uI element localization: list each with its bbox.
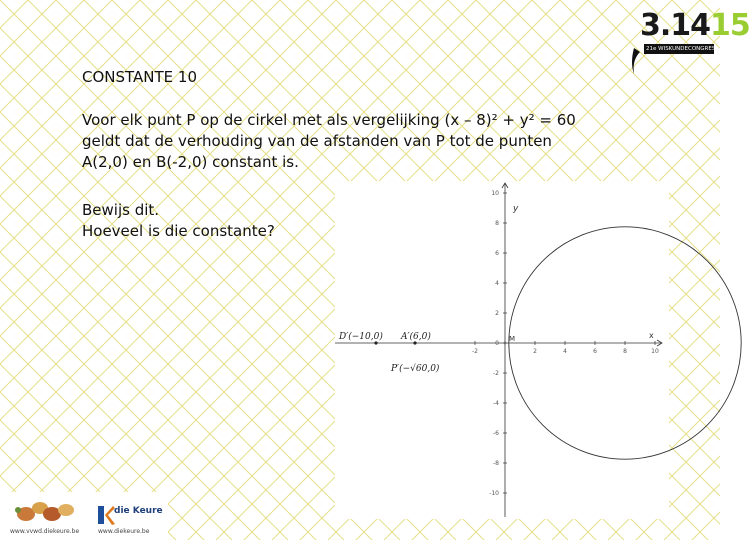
y-tick-label: -2 xyxy=(493,370,499,377)
y-tick-label: -4 xyxy=(493,400,499,407)
x-tick-label: 2 xyxy=(533,348,537,355)
question-line-1: Bewijs dit. xyxy=(82,201,160,219)
y-tick-label: 4 xyxy=(495,280,499,287)
x-axis-name: x xyxy=(649,331,654,340)
statement-line-1: Voor elk punt P op de cirkel met als vergelijking (x – 8)² + y² = 60 xyxy=(82,111,576,129)
figure-ticks xyxy=(374,190,659,497)
x-tick-label: 8 xyxy=(623,348,627,355)
point-label-p-prime: P′(−√60,0) xyxy=(391,364,440,374)
y-tick-label: -8 xyxy=(493,460,499,467)
point-label-d-prime: D′(−10,0) xyxy=(339,332,383,342)
vvwd-url: www.vvwd.diekeure.be xyxy=(10,528,80,535)
origin-marker: M xyxy=(509,335,516,343)
statement-line-2: geldt dat de verhouding van de afstanden van P tot de punten xyxy=(82,132,552,150)
y-axis-name: y xyxy=(513,204,519,214)
y-tick-label: 8 xyxy=(495,220,499,227)
sponsor-logos xyxy=(0,492,168,540)
logo-title xyxy=(640,8,750,43)
diekeure-logo-icon xyxy=(96,504,116,528)
y-tick-label: 0 xyxy=(495,340,499,347)
slide-title: CONSTANTE 10 xyxy=(82,68,197,86)
x-tick-label: 4 xyxy=(563,348,567,355)
vvwd-logo-icon xyxy=(6,494,86,530)
questions xyxy=(82,200,275,242)
x-tick-label: -2 xyxy=(472,348,478,355)
statement-line-3: A(2,0) en B(-2,0) constant is. xyxy=(82,153,299,171)
y-tick-label: 2 xyxy=(495,310,499,317)
diekeure-name: die Keure xyxy=(114,506,163,516)
x-tick-label: 10 xyxy=(651,348,659,355)
diekeure-url: www.diekeure.be xyxy=(98,528,150,535)
logo-title-part1: 3.14 xyxy=(640,8,711,43)
y-tick-label: 10 xyxy=(491,190,499,197)
question-line-2: Hoeveel is die constante? xyxy=(82,222,275,240)
coordinate-figure xyxy=(335,181,669,519)
point-label-a-prime: A′(6,0) xyxy=(401,332,431,342)
x-tick-label: 6 xyxy=(593,348,597,355)
y-tick-label: 6 xyxy=(495,250,499,257)
y-tick-label: -10 xyxy=(489,490,499,497)
y-tick-label: -6 xyxy=(493,430,499,437)
logo-subtitle: 21e WISKUNDECONGRES xyxy=(646,46,716,52)
problem-statement xyxy=(82,110,576,173)
logo-title-part2: 15 xyxy=(710,8,750,43)
